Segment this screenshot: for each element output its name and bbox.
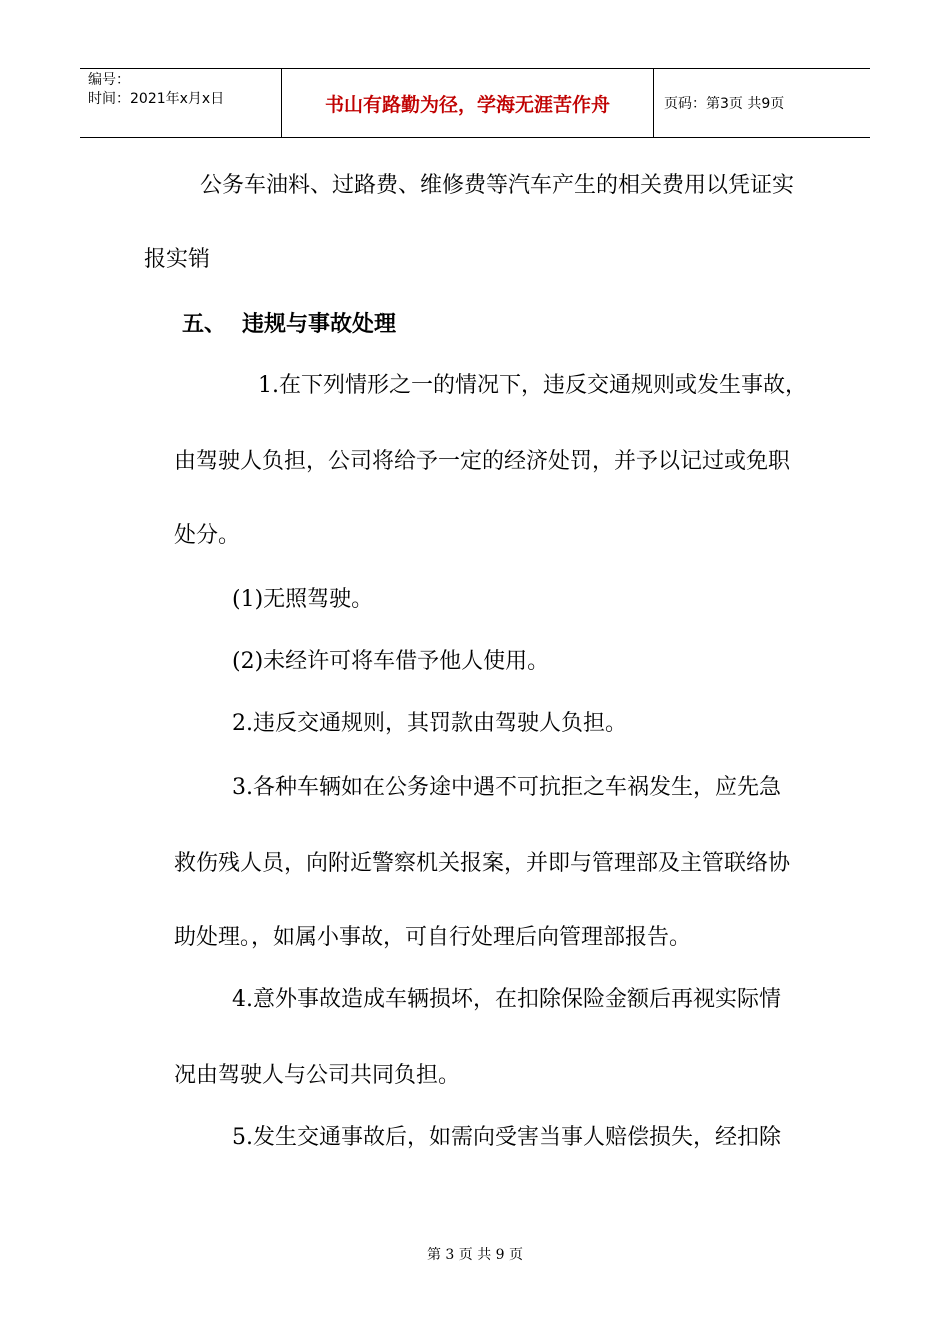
page-footer: 第 3 页 共 9 页 [426, 1247, 524, 1263]
header-page-indicator: 页码：第3页 共9页 [664, 96, 785, 112]
list-item: (1)无照驾驶。 [232, 587, 374, 612]
paragraph-line: 助处理。，如属小事故，可自行处理后向管理部报告。 [174, 925, 692, 950]
paragraph-line: 1.在下列情形之一的情况下，违反交通规则或发生事故， [258, 373, 807, 398]
paragraph-line: 5.发生交通事故后，如需向受害当事人赔偿损失，经扣除 [232, 1125, 781, 1150]
paragraph-line: 救伤残人员，向附近警察机关报案，并即与管理部及主管联络协 [174, 851, 791, 876]
paragraph-line: 2.违反交通规则，其罚款由驾驶人负担。 [232, 711, 627, 736]
paragraph-line: 公务车油料、过路费、维修费等汽车产生的相关费用以凭证实 [200, 173, 795, 198]
section-title: 违规与事故处理 [242, 311, 397, 337]
document-header [80, 68, 870, 138]
paragraph-line: 报实销 [144, 247, 211, 272]
paragraph-line: 由驾驶人负担，公司将给予一定的经济处罚，并予以记过或免职 [174, 449, 791, 474]
document-date-label: 时间：2021年x月x日 [88, 91, 225, 107]
header-motto: 书山有路勤为径，学海无涯苦作舟 [282, 69, 654, 137]
paragraph-line: 况由驾驶人与公司共同负担。 [174, 1063, 461, 1088]
section-number: 五、 [182, 311, 227, 337]
paragraph-line: 3.各种车辆如在公务途中遇不可抗拒之车祸发生，应先急 [232, 775, 781, 800]
paragraph-line: 4.意外事故造成车辆损坏，在扣除保险金额后再视实际情 [232, 987, 781, 1012]
paragraph-line: 处分。 [174, 523, 241, 548]
list-item: (2)未经许可将车借予他人使用。 [232, 649, 550, 674]
document-number-label: 编号： [88, 72, 130, 88]
header-meta-cell [80, 69, 282, 137]
